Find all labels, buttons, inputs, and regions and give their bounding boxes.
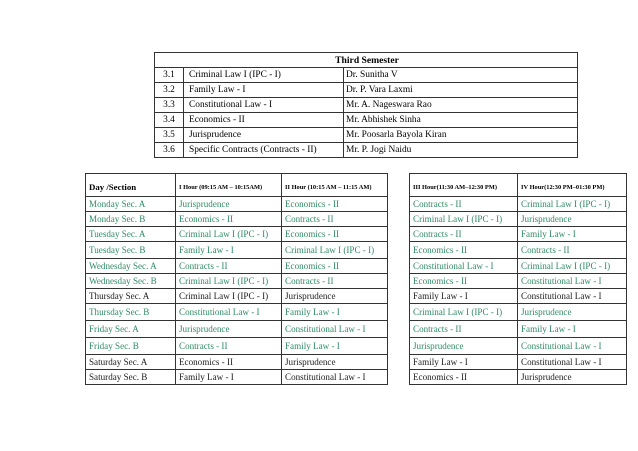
schedule-row [410,242,627,259]
hour-4-cell: Family Law - I [518,227,627,242]
hour-4-cell: Jurisprudence [518,370,627,385]
schedule-row [86,259,388,274]
hour-4-cell: Criminal Law I (IPC - I) [518,197,627,212]
hour-1-cell: Jurisprudence [176,321,282,338]
day-section-cell: Thursday Sec. B [86,304,176,321]
schedule-row [86,274,388,289]
course-code: 3.6 [155,143,184,158]
course-faculty: Mr. A. Nageswara Rao [344,98,578,113]
course-code: 3.1 [155,68,184,83]
course-faculty: Dr. Sunitha V [344,68,578,83]
schedule-row [410,212,627,227]
hour-1-cell: Economics - II [176,212,282,227]
hour-1-cell: Criminal Law I (IPC - I) [176,274,282,289]
schedule-row [86,212,388,227]
hour-3-cell: Jurisprudence [410,338,518,355]
course-subject: Criminal Law I (IPC - I) [184,68,344,83]
hour-4-cell: Criminal Law I (IPC - I) [518,259,627,274]
header-hour-3: III Hour(11:30 AM–12:30 PM) [410,174,518,197]
hour-2-cell: Family Law - I [282,338,388,355]
hour-4-cell: Constitutional Law - I [518,338,627,355]
course-faculty: Mr. P. Jogi Naidu [344,143,578,158]
hour-2-cell: Criminal Law I (IPC - I) [282,242,388,259]
hour-2-cell: Economics - II [282,259,388,274]
hour-4-cell: Family Law - I [518,321,627,338]
schedule-row [410,370,627,385]
hour-3-cell: Constitutional Law - I [410,259,518,274]
hour-2-cell: Family Law - I [282,304,388,321]
hour-1-cell: Criminal Law I (IPC - I) [176,227,282,242]
day-section-cell: Thursday Sec. A [86,289,176,304]
course-subject: Specific Contracts (Contracts - II) [184,143,344,158]
schedule-row [86,242,388,259]
day-section-cell: Monday Sec. A [86,197,176,212]
hour-1-cell: Family Law - I [176,370,282,385]
schedule-row [86,289,388,304]
header-hour-4: IV Hour(12:30 PM–01:30 PM) [518,174,627,197]
schedule-header-row [86,174,388,197]
schedule-row [86,338,388,355]
hour-1-cell: Contracts - II [176,259,282,274]
schedule-row [86,321,388,338]
day-section-cell: Tuesday Sec. B [86,242,176,259]
schedule-table-afternoon [409,173,627,385]
day-section-cell: Saturday Sec. A [86,355,176,370]
hour-2-cell: Jurisprudence [282,355,388,370]
hour-1-cell: Criminal Law I (IPC - I) [176,289,282,304]
course-subject: Family Law - I [184,83,344,98]
hour-3-cell: Criminal Law I (IPC - I) [410,212,518,227]
header-hour-2: II Hour (10:15 AM – 11:15 AM) [282,174,388,197]
schedule-body-afternoon [410,174,627,385]
schedule-row [410,355,627,370]
hour-2-cell: Constitutional Law - I [282,370,388,385]
day-section-cell: Wednesday Sec. B [86,274,176,289]
schedule-table-morning [85,173,388,385]
schedule-body-morning [86,174,388,385]
schedule-row [86,355,388,370]
hour-4-cell: Jurisprudence [518,304,627,321]
hour-4-cell: Jurisprudence [518,212,627,227]
hour-1-cell: Contracts - II [176,338,282,355]
day-section-cell: Saturday Sec. B [86,370,176,385]
schedule-row [410,227,627,242]
hour-1-cell: Family Law - I [176,242,282,259]
course-row [155,83,578,98]
hour-1-cell: Jurisprudence [176,197,282,212]
hour-3-cell: Economics - II [410,274,518,289]
schedule-row [86,304,388,321]
hour-2-cell: Constitutional Law - I [282,321,388,338]
schedule-row [410,304,627,321]
header-hour-1: I Hour (09:15 AM – 10:15AM) [176,174,282,197]
course-row [155,143,578,158]
hour-2-cell: Contracts - II [282,212,388,227]
course-subject: Economics - II [184,113,344,128]
day-section-cell: Wednesday Sec. A [86,259,176,274]
course-subject: Constitutional Law - I [184,98,344,113]
schedule-row [410,338,627,355]
hour-3-cell: Contracts - II [410,227,518,242]
day-section-cell: Tuesday Sec. A [86,227,176,242]
course-row [155,98,578,113]
hour-4-cell: Constitutional Law - I [518,274,627,289]
hour-4-cell: Constitutional Law - I [518,355,627,370]
course-faculty: Mr. Poosarla Bayola Kiran [344,128,578,143]
course-code: 3.4 [155,113,184,128]
course-table [154,52,578,158]
day-section-cell: Monday Sec. B [86,212,176,227]
course-code: 3.3 [155,98,184,113]
hour-3-cell: Economics - II [410,370,518,385]
course-faculty: Mr. Abhishek Sinha [344,113,578,128]
schedule-row [410,197,627,212]
course-code: 3.2 [155,83,184,98]
schedule-row [410,321,627,338]
day-section-cell: Friday Sec. A [86,321,176,338]
schedule-row [86,227,388,242]
hour-3-cell: Contracts - II [410,197,518,212]
hour-1-cell: Economics - II [176,355,282,370]
hour-2-cell: Economics - II [282,197,388,212]
header-day-section: Day /Section [86,174,176,197]
hour-4-cell: Constitutional Law - I [518,289,627,304]
hour-3-cell: Criminal Law I (IPC - I) [410,304,518,321]
course-faculty: Dr. P. Vara Laxmi [344,83,578,98]
schedule-row [86,197,388,212]
schedule-row [410,274,627,289]
hour-3-cell: Family Law - I [410,355,518,370]
hour-3-cell: Economics - II [410,242,518,259]
hour-1-cell: Constitutional Law - I [176,304,282,321]
schedule-row [410,259,627,274]
hour-2-cell: Contracts - II [282,274,388,289]
day-section-cell: Friday Sec. B [86,338,176,355]
hour-2-cell: Economics - II [282,227,388,242]
schedule-row [410,289,627,304]
course-row [155,113,578,128]
schedule-row [86,370,388,385]
hour-3-cell: Contracts - II [410,321,518,338]
hour-2-cell: Jurisprudence [282,289,388,304]
course-subject: Jurisprudence [184,128,344,143]
course-code: 3.5 [155,128,184,143]
schedule-header-row [410,174,627,197]
semester-title: Third Semester [155,53,578,68]
course-row [155,128,578,143]
course-table-title-row [155,53,578,68]
hour-3-cell: Family Law - I [410,289,518,304]
course-row [155,68,578,83]
hour-4-cell: Contracts - II [518,242,627,259]
